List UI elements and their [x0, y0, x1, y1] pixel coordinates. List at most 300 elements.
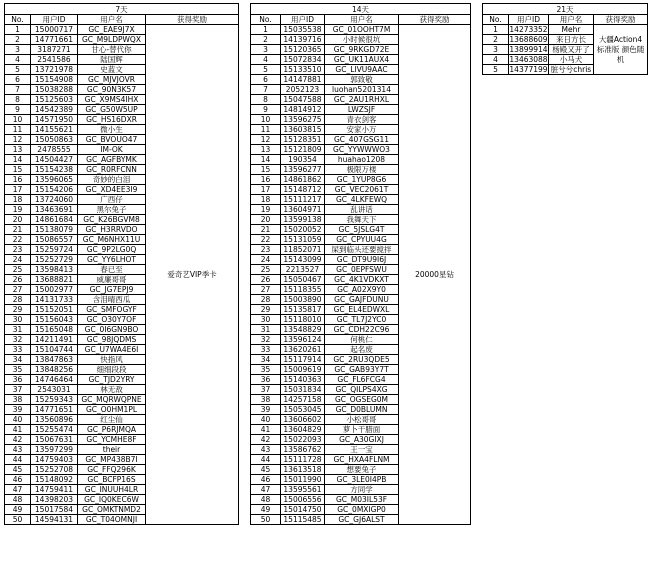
- cell-username: 奇妙的白泪: [78, 175, 146, 185]
- cell-username: GC_EAE9J7X: [78, 25, 146, 35]
- cell-username: their: [78, 445, 146, 455]
- cell-username: GC_AGFBYMK: [78, 155, 146, 165]
- cell-username: 何桃仁: [325, 335, 399, 345]
- cell-user-id: 3187271: [31, 45, 78, 55]
- cell-no: 12: [251, 135, 281, 145]
- cell-no: 42: [251, 435, 281, 445]
- cell-username: 含泪晴西瓜: [78, 295, 146, 305]
- header-no: No.: [483, 15, 509, 25]
- cell-username: GC_0I6GN9BO: [78, 325, 146, 335]
- cell-no: 38: [251, 395, 281, 405]
- cell-username: GC_0MXIGP0: [325, 505, 399, 515]
- cell-username: GC_9RKGD72E: [325, 45, 399, 55]
- cell-no: 32: [5, 335, 31, 345]
- cell-user-id: 15118355: [281, 285, 325, 295]
- cell-no: 14: [5, 155, 31, 165]
- cell-no: 9: [5, 105, 31, 115]
- cell-username: Mehr: [549, 25, 594, 35]
- cell-username: GC_98JQDMS: [78, 335, 146, 345]
- cell-no: 11: [5, 125, 31, 135]
- cell-username: GC_O30Y7OF: [78, 315, 146, 325]
- cell-user-id: 15038288: [31, 85, 78, 95]
- cell-username: GC_1YUP8G6: [325, 175, 399, 185]
- cell-no: 23: [5, 245, 31, 255]
- cell-username: GC_GAJFDUNU: [325, 295, 399, 305]
- cell-no: 50: [251, 515, 281, 525]
- cell-no: 25: [251, 265, 281, 275]
- cell-username: GC_M9LDPWQX: [78, 35, 146, 45]
- cell-no: 8: [5, 95, 31, 105]
- cell-user-id: 15050863: [31, 135, 78, 145]
- cell-username: GC_YY6LHOT: [78, 255, 146, 265]
- table-row: [251, 25, 471, 35]
- cell-user-id: 2541586: [31, 55, 78, 65]
- cell-username: GC_TL7J2YC0: [325, 315, 399, 325]
- cell-username: GC_M03IL53F: [325, 495, 399, 505]
- cell-user-id: 15135817: [281, 305, 325, 315]
- cell-no: 2: [483, 35, 509, 45]
- cell-user-id: 14155621: [31, 125, 78, 135]
- cell-user-id: 14504427: [31, 155, 78, 165]
- cell-user-id: 15022093: [281, 435, 325, 445]
- cell-username: GC_HXA4FLNM: [325, 455, 399, 465]
- cell-user-id: 15031834: [281, 385, 325, 395]
- cell-user-id: 15000717: [31, 25, 78, 35]
- cell-no: 6: [251, 75, 281, 85]
- cell-username: GC_K26BGVM8: [78, 215, 146, 225]
- cell-no: 15: [251, 165, 281, 175]
- cell-username: GC_FL6FCG4: [325, 375, 399, 385]
- cell-user-id: 13613518: [281, 465, 325, 475]
- cell-user-id: 14211491: [31, 335, 78, 345]
- cell-user-id: 15002977: [31, 285, 78, 295]
- cell-no: 18: [5, 195, 31, 205]
- cell-user-id: 15067631: [31, 435, 78, 445]
- cell-no: 7: [251, 85, 281, 95]
- cell-no: 35: [251, 365, 281, 375]
- cell-username: GC_4LKFEWQ: [325, 195, 399, 205]
- cell-user-id: 15154908: [31, 75, 78, 85]
- reward-cell: 大疆Action4 标准版 颜色随机: [594, 25, 648, 75]
- cell-username: GC_CDH22C96: [325, 325, 399, 335]
- cell-username: GC_D0BLUMN: [325, 405, 399, 415]
- cell-user-id: 15115485: [281, 515, 325, 525]
- cell-user-id: 11852071: [281, 245, 325, 255]
- cell-user-id: 15072834: [281, 55, 325, 65]
- cell-username: GC_A02X9Y0: [325, 285, 399, 295]
- cell-no: 22: [251, 235, 281, 245]
- cell-username: 威廉哥哥: [78, 275, 146, 285]
- cell-user-id: 13595561: [281, 485, 325, 495]
- cell-no: 48: [251, 495, 281, 505]
- cell-username: GC_OMKTNMD2: [78, 505, 146, 515]
- header-username: 用户名: [549, 15, 594, 25]
- cell-user-id: 15111217: [281, 195, 325, 205]
- header-no: No.: [5, 15, 31, 25]
- cell-no: 47: [251, 485, 281, 495]
- cell-user-id: 15138079: [31, 225, 78, 235]
- cell-no: 28: [251, 295, 281, 305]
- cell-user-id: 14771661: [31, 35, 78, 45]
- cell-no: 28: [5, 295, 31, 305]
- cell-username: GC_XD4EE3I9: [78, 185, 146, 195]
- cell-username: 我舞天下: [325, 215, 399, 225]
- cell-no: 19: [251, 205, 281, 215]
- cell-no: 29: [251, 305, 281, 315]
- header-user-id: 用户ID: [281, 15, 325, 25]
- cell-username: 春已至: [78, 265, 146, 275]
- cell-user-id: 13688821: [31, 275, 78, 285]
- cell-username: GC_9P2LG0Q: [78, 245, 146, 255]
- cell-username: GC_G50W5UP: [78, 105, 146, 115]
- cell-no: 34: [251, 355, 281, 365]
- cell-username: GC_BCFP16S: [78, 475, 146, 485]
- cell-user-id: 13463088: [509, 55, 548, 64]
- cell-user-id: 13604971: [281, 205, 325, 215]
- cell-no: 22: [5, 235, 31, 245]
- cell-user-id: 13599138: [281, 215, 325, 225]
- cell-no: 23: [251, 245, 281, 255]
- cell-username: GC_TJD2YRY: [78, 375, 146, 385]
- cell-username: 乱讲话: [325, 205, 399, 215]
- cell-user-id: 15143099: [281, 255, 325, 265]
- header-user-id: 用户ID: [509, 15, 549, 25]
- cell-no: 38: [5, 395, 31, 405]
- cell-user-id: 15128351: [281, 135, 325, 145]
- cell-no: 50: [5, 515, 31, 525]
- cell-username: GC_U7WA4E6I: [78, 345, 146, 355]
- cell-no: 36: [251, 375, 281, 385]
- reward-cell: 爱奇艺VIP季卡: [146, 25, 239, 525]
- cell-username: GC_3LE0I4PB: [325, 475, 399, 485]
- cell-username: GC_GAB93Y7T: [325, 365, 399, 375]
- cell-username: 细细段段: [78, 365, 146, 375]
- cell-user-id: 15006556: [281, 495, 325, 505]
- cell-user-id: 15053045: [281, 405, 325, 415]
- cell-user-id: 15117914: [281, 355, 325, 365]
- cell-username: GC_2RU3QDE5: [325, 355, 399, 365]
- cell-username: GC_A30GIXJ: [325, 435, 399, 445]
- cell-user-id: 13463691: [31, 205, 78, 215]
- cell-username: 屎到临头还要搅拌: [325, 245, 399, 255]
- cell-no: 10: [5, 115, 31, 125]
- cell-username: GC_90N3K57: [78, 85, 146, 95]
- cell-user-id: 13596277: [281, 165, 325, 175]
- cell-username: 小松哥哥: [325, 415, 399, 425]
- cell-no: 8: [251, 95, 281, 105]
- cell-no: 30: [251, 315, 281, 325]
- cell-user-id: 13597299: [31, 445, 78, 455]
- cell-user-id: 15011990: [281, 475, 325, 485]
- cell-username: 史蓝文: [78, 65, 146, 75]
- header-user-id: 用户ID: [31, 15, 78, 25]
- cell-user-id: 2213527: [281, 265, 325, 275]
- cell-no: 15: [5, 165, 31, 175]
- cell-user-id: 15020052: [281, 225, 325, 235]
- cell-no: 27: [251, 285, 281, 295]
- cell-user-id: 13724060: [31, 195, 78, 205]
- cell-no: 40: [251, 415, 281, 425]
- cell-user-id: 15118010: [281, 315, 325, 325]
- cell-username: huahao1208: [325, 155, 399, 165]
- cell-user-id: 15255474: [31, 425, 78, 435]
- table-title: 14天: [251, 4, 471, 15]
- cell-username: 来日方长: [549, 35, 594, 45]
- cell-no: 3: [483, 45, 509, 55]
- cell-username: GC_VEC2061T: [325, 185, 399, 195]
- cell-user-id: 15104744: [31, 345, 78, 355]
- cell-user-id: 14571950: [31, 115, 78, 125]
- cell-username: GC_H3RRVDO: [78, 225, 146, 235]
- cell-no: 49: [5, 505, 31, 515]
- cell-no: 18: [251, 195, 281, 205]
- cell-username: GC_P6RJMQA: [78, 425, 146, 435]
- cell-username: GC_DT9U9I6J: [325, 255, 399, 265]
- cell-user-id: 14273352: [509, 25, 548, 34]
- cell-no: 41: [5, 425, 31, 435]
- cell-no: 44: [5, 455, 31, 465]
- cell-no: 9: [251, 105, 281, 115]
- cell-no: 4: [5, 55, 31, 65]
- header-no: No.: [251, 15, 281, 25]
- cell-user-id: 15035538: [281, 25, 325, 35]
- cell-user-id: 14139716: [281, 35, 325, 45]
- cell-user-id: 15152051: [31, 305, 78, 315]
- cell-username: IM-OK: [78, 145, 146, 155]
- cell-username: GC_407GSG11: [325, 135, 399, 145]
- cell-no: 26: [5, 275, 31, 285]
- cell-user-id: 15050467: [281, 275, 325, 285]
- cell-username: GC_2AU1RHXL: [325, 95, 399, 105]
- cell-no: 20: [251, 215, 281, 225]
- cell-no: 37: [5, 385, 31, 395]
- cell-user-id: 14771651: [31, 405, 78, 415]
- cell-no: 5: [5, 65, 31, 75]
- cell-user-id: 14861684: [31, 215, 78, 225]
- cell-username: 甘心-替代你: [78, 45, 146, 55]
- cell-no: 40: [5, 415, 31, 425]
- cell-username: luohan5201314: [325, 85, 399, 95]
- cell-no: 6: [5, 75, 31, 85]
- cell-user-id: 14861862: [281, 175, 325, 185]
- cell-no: 14: [251, 155, 281, 165]
- header-username: 用户名: [325, 15, 399, 25]
- cell-user-id: 15017584: [31, 505, 78, 515]
- cell-username: 小马犬: [549, 55, 594, 65]
- cell-username: 微小生: [78, 125, 146, 135]
- cell-username: GC_EL4EDWXL: [325, 305, 399, 315]
- table-14-day: [250, 3, 471, 525]
- cell-no: 13: [251, 145, 281, 155]
- table-title: 21天: [483, 4, 648, 15]
- cell-user-id: 15131059: [281, 235, 325, 245]
- cell-no: 33: [251, 345, 281, 355]
- cell-user-id: 14398203: [31, 495, 78, 505]
- cell-user-id: 13620261: [281, 345, 325, 355]
- cell-user-id: 15165048: [31, 325, 78, 335]
- cell-username: 快指风: [78, 355, 146, 365]
- cell-user-id: 13721978: [31, 65, 78, 75]
- cell-user-id: 15047588: [281, 95, 325, 105]
- cell-user-id: 14131733: [31, 295, 78, 305]
- cell-user-id: 14147881: [281, 75, 325, 85]
- cell-user-id: 13560896: [31, 415, 78, 425]
- cell-username: GC_MP438B7I: [78, 455, 146, 465]
- cell-user-id: 14746464: [31, 375, 78, 385]
- table-row: [483, 25, 648, 35]
- cell-no: 16: [251, 175, 281, 185]
- cell-no: 21: [251, 225, 281, 235]
- header-reward: 获得奖励: [399, 15, 471, 25]
- cell-user-id: 14542389: [31, 105, 78, 115]
- cell-no: 7: [5, 85, 31, 95]
- cell-no: 47: [5, 485, 31, 495]
- cell-user-id: 13603815: [281, 125, 325, 135]
- cell-username: 想要兔子: [325, 465, 399, 475]
- cell-no: 1: [483, 25, 509, 35]
- cell-no: 32: [251, 335, 281, 345]
- cell-user-id: 15111728: [281, 455, 325, 465]
- cell-username: 萝卜干腊面: [325, 425, 399, 435]
- cell-user-id: 13596275: [281, 115, 325, 125]
- cell-no: 24: [251, 255, 281, 265]
- table-body: [483, 25, 648, 75]
- cell-username: GC_IQ0KEC6W: [78, 495, 146, 505]
- cell-username: LWZSJF: [325, 105, 399, 115]
- cell-no: 41: [251, 425, 281, 435]
- cell-no: 19: [5, 205, 31, 215]
- cell-no: 43: [251, 445, 281, 455]
- cell-no: 5: [251, 65, 281, 75]
- cell-username: 郭致敬: [325, 75, 399, 85]
- cell-no: 45: [5, 465, 31, 475]
- cell-user-id: 15252729: [31, 255, 78, 265]
- table-body: [251, 25, 471, 525]
- cell-no: 43: [5, 445, 31, 455]
- table-7-day: [4, 3, 239, 525]
- cell-no: 24: [5, 255, 31, 265]
- cell-username: GC_JG7EPJ9: [78, 285, 146, 295]
- cell-no: 31: [251, 325, 281, 335]
- cell-user-id: 14377199: [509, 65, 548, 74]
- cell-no: 2: [5, 35, 31, 45]
- cell-no: 1: [5, 25, 31, 35]
- cell-user-id: 14759411: [31, 485, 78, 495]
- cell-username: GC_MQRWQPNE: [78, 395, 146, 405]
- cell-username: GC_INUUH4LR: [78, 485, 146, 495]
- cell-no: 36: [5, 375, 31, 385]
- cell-no: 3: [5, 45, 31, 55]
- cell-username: 起名废: [325, 345, 399, 355]
- table-body: [5, 25, 239, 525]
- cell-user-id: 13688609: [509, 35, 548, 44]
- cell-username: GC_GJ6ALST: [325, 515, 399, 525]
- cell-username: GC_FFQ296K: [78, 465, 146, 475]
- cell-user-id: 15086557: [31, 235, 78, 245]
- cell-username: GC_LIVU9AAC: [325, 65, 399, 75]
- cell-no: 31: [5, 325, 31, 335]
- cell-no: 10: [251, 115, 281, 125]
- cell-user-id: 13596065: [31, 175, 78, 185]
- header-reward: 获得奖励: [594, 15, 648, 25]
- cell-user-id: 2052123: [281, 85, 325, 95]
- cell-username: GC_QILPS4XG: [325, 385, 399, 395]
- cell-no: 17: [5, 185, 31, 195]
- cell-username: GC_R0RFCNN: [78, 165, 146, 175]
- cell-user-id: 15014750: [281, 505, 325, 515]
- cell-username: GC_T04OMNJI: [78, 515, 146, 525]
- cell-user-id: 15125603: [31, 95, 78, 105]
- cell-user-id: 14759403: [31, 455, 78, 465]
- cell-no: 27: [5, 285, 31, 295]
- cell-username: 青衣剑客: [325, 115, 399, 125]
- cell-no: 48: [5, 495, 31, 505]
- header-reward: 获得奖励: [146, 15, 239, 25]
- cell-user-id: 15156043: [31, 315, 78, 325]
- cell-username: GC_O0HM1PL: [78, 405, 146, 415]
- cell-no: 16: [5, 175, 31, 185]
- cell-no: 25: [5, 265, 31, 275]
- cell-user-id: 14257158: [281, 395, 325, 405]
- cell-no: 26: [251, 275, 281, 285]
- cell-username: 杨殿又开了: [549, 45, 594, 55]
- cell-user-id: 13899914: [509, 45, 548, 54]
- cell-no: 12: [5, 135, 31, 145]
- cell-username: 林无敌: [78, 385, 146, 395]
- cell-user-id: 15259343: [31, 395, 78, 405]
- cell-user-id: 15154238: [31, 165, 78, 175]
- cell-no: 39: [251, 405, 281, 415]
- cell-username: 小时候很坑: [325, 35, 399, 45]
- cell-user-id: 15003890: [281, 295, 325, 305]
- table-21-day: [482, 3, 648, 75]
- cell-user-id: 15009619: [281, 365, 325, 375]
- cell-no: 4: [483, 55, 509, 65]
- cell-user-id: 13848256: [31, 365, 78, 375]
- cell-username: GC_SMFOGYF: [78, 305, 146, 315]
- cell-user-id: 15120365: [281, 45, 325, 55]
- cell-no: 5: [483, 65, 509, 75]
- cell-username: 极限万楼: [325, 165, 399, 175]
- cell-user-id: 190354: [281, 155, 325, 165]
- cell-no: 35: [5, 365, 31, 375]
- cell-username: GC_X9MS4IHX: [78, 95, 146, 105]
- cell-username: 王一宝: [325, 445, 399, 455]
- cell-user-id: 13598413: [31, 265, 78, 275]
- cell-no: 39: [5, 405, 31, 415]
- cell-no: 49: [251, 505, 281, 515]
- cell-no: 42: [5, 435, 31, 445]
- cell-username: GC_CPYUU4G: [325, 235, 399, 245]
- cell-no: 46: [251, 475, 281, 485]
- cell-username: GC_OGSEG0M: [325, 395, 399, 405]
- cell-username: GC_HS16DXR: [78, 115, 146, 125]
- cell-no: 20: [5, 215, 31, 225]
- cell-user-id: 15140363: [281, 375, 325, 385]
- cell-no: 29: [5, 305, 31, 315]
- cell-no: 37: [251, 385, 281, 395]
- cell-username: GC_YYWWWO3: [325, 145, 399, 155]
- cell-user-id: 15154206: [31, 185, 78, 195]
- cell-username: 广西仔: [78, 195, 146, 205]
- cell-user-id: 13847863: [31, 355, 78, 365]
- cell-user-id: 15148092: [31, 475, 78, 485]
- cell-user-id: 15133510: [281, 65, 325, 75]
- cell-no: 46: [5, 475, 31, 485]
- cell-user-id: 13586762: [281, 445, 325, 455]
- cell-user-id: 13606602: [281, 415, 325, 425]
- cell-user-id: 13596124: [281, 335, 325, 345]
